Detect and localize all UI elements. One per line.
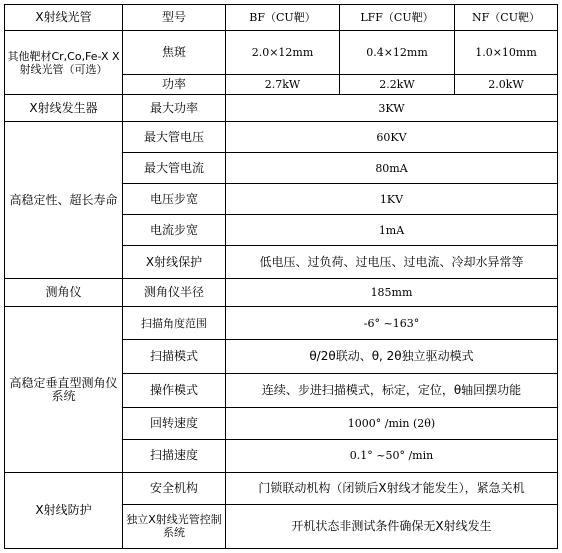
row-value: 低电压、过负荷、过电压、过电流、冷却水异常等 <box>226 246 558 279</box>
row-value: 80mA <box>226 153 558 184</box>
row-label: 扫描角度范围 <box>123 307 226 339</box>
header-model: 型号 <box>123 5 226 31</box>
max-power-label: 最大功率 <box>123 95 226 122</box>
protection-category: X射线防护 <box>5 472 123 548</box>
row-value: 门锁联动机构（闭锁后X射线才能发生），紧急关机 <box>226 472 558 504</box>
vertical-category: 高稳定垂直型测角仪系统 <box>5 307 123 472</box>
row-value: 1000° /min (2θ) <box>226 407 558 439</box>
row-value: 1mA <box>226 215 558 246</box>
header-lff: LFF（CU靶） <box>340 5 455 31</box>
row-value: 1KV <box>226 184 558 215</box>
row-value: 连续、步进扫描模式，标定，定位，θ轴回摆功能 <box>226 373 558 407</box>
protection-row <box>5 472 558 504</box>
row-label: 扫描速度 <box>123 439 226 472</box>
row-value: θ/2θ联动、θ, 2θ独立驱动模式 <box>226 339 558 373</box>
max-power-value: 3KW <box>226 95 558 122</box>
row-value: 0.1° ~50° /min <box>226 439 558 472</box>
row-label: X射线保护 <box>123 246 226 279</box>
spec-table <box>4 4 558 549</box>
focus-row <box>5 31 558 75</box>
focus-lff: 0.4×12mm <box>340 31 455 75</box>
stability-row <box>5 122 558 153</box>
row-label: 最大管电流 <box>123 153 226 184</box>
row-label: 安全机构 <box>123 472 226 504</box>
vertical-row <box>5 307 558 339</box>
row-value: 60KV <box>226 122 558 153</box>
header-row <box>5 5 558 31</box>
stability-category: 高稳定性、超长寿命 <box>5 122 123 279</box>
row-label: 独立X射线光管控制系统 <box>123 504 226 548</box>
radius-label: 测角仪半径 <box>123 279 226 307</box>
header-bf: BF（CU靶） <box>226 5 340 31</box>
generator-category: X射线发生器 <box>5 95 123 122</box>
focus-bf: 2.0×12mm <box>226 31 340 75</box>
row-label: 扫描模式 <box>123 339 226 373</box>
row-label: 最大管电压 <box>123 122 226 153</box>
row-label: 电流步宽 <box>123 215 226 246</box>
header-xray-tube: X射线光管 <box>5 5 123 31</box>
radius-value: 185mm <box>226 279 558 307</box>
other-targets-label: 其他靶材Cr,Co,Fe-X X射线光管（可选） <box>5 31 123 95</box>
row-value: -6° ~163° <box>226 307 558 339</box>
power-label: 功率 <box>123 75 226 95</box>
row-label: 回转速度 <box>123 407 226 439</box>
row-label: 操作模式 <box>123 373 226 407</box>
power-nf: 2.0kW <box>455 75 558 95</box>
focus-label: 焦斑 <box>123 31 226 75</box>
row-value: 开机状态非测试条件确保无X射线发生 <box>226 504 558 548</box>
goniometer-row <box>5 279 558 307</box>
generator-row <box>5 95 558 122</box>
header-nf: NF（CU靶） <box>455 5 558 31</box>
focus-nf: 1.0×10mm <box>455 31 558 75</box>
row-label: 电压步宽 <box>123 184 226 215</box>
power-bf: 2.7kW <box>226 75 340 95</box>
goniometer-category: 测角仪 <box>5 279 123 307</box>
power-lff: 2.2kW <box>340 75 455 95</box>
